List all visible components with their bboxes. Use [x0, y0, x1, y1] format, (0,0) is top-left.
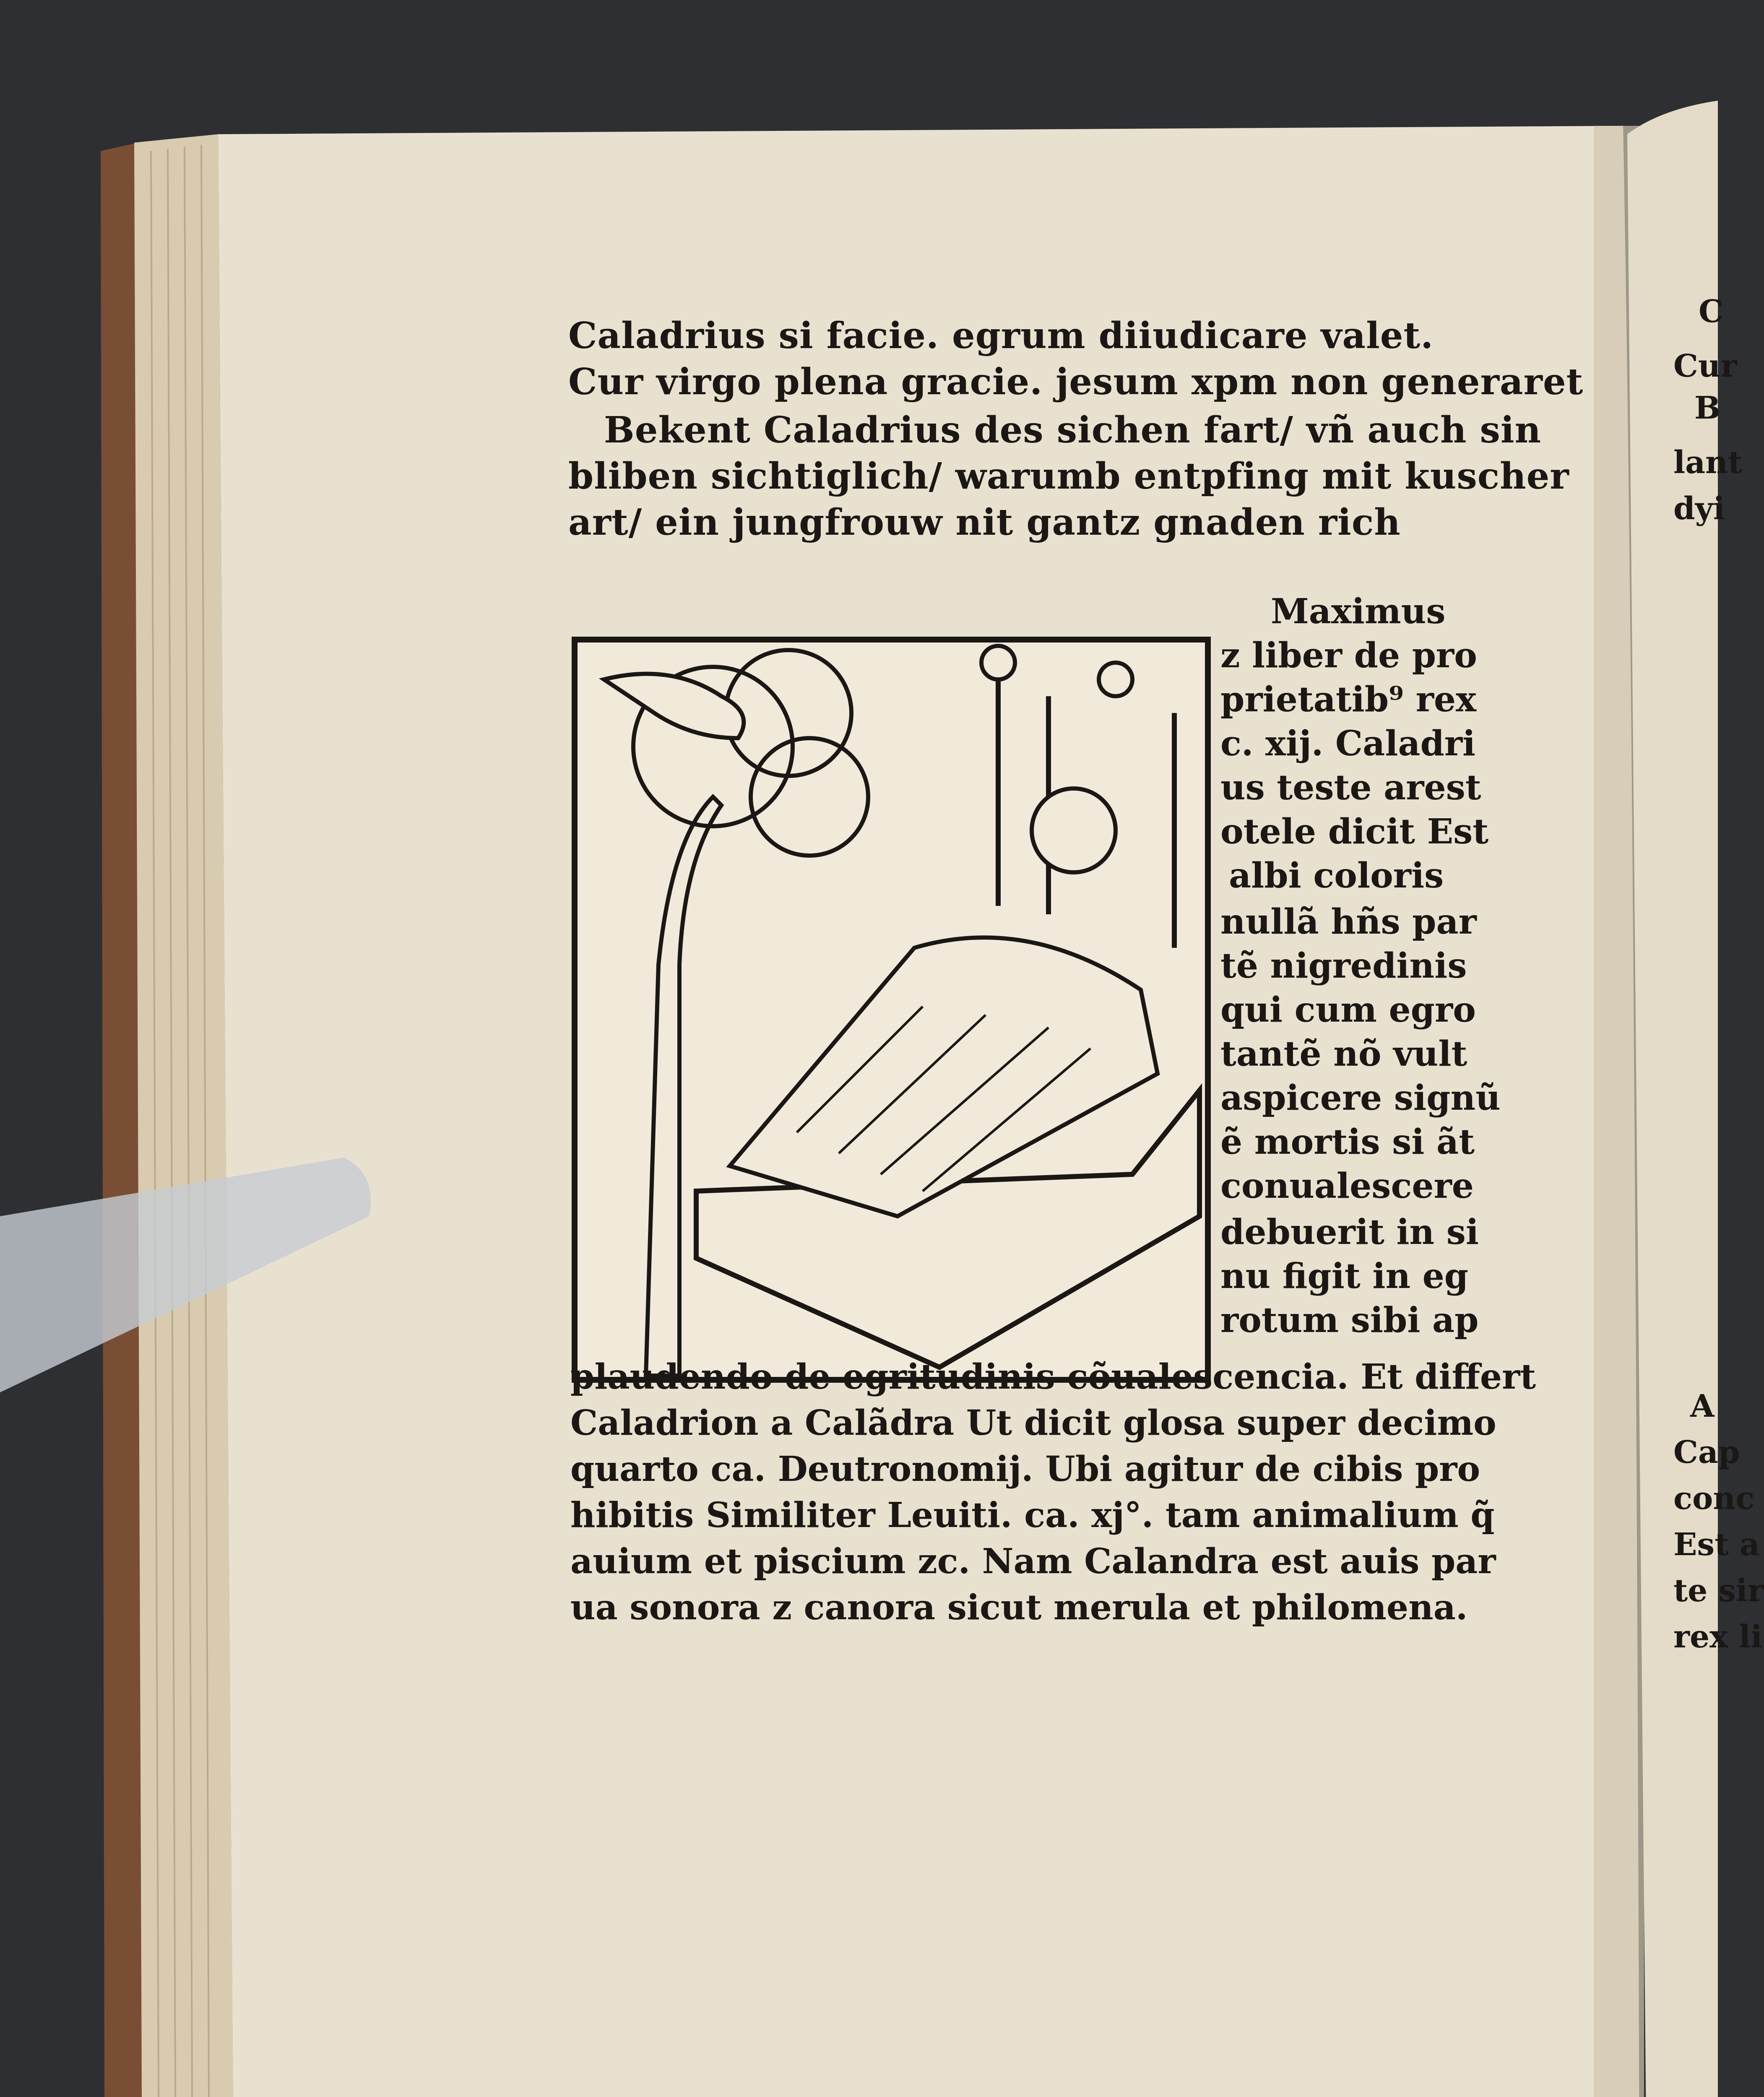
side-line: ẽ mortis si ãt: [1220, 1122, 1475, 1162]
page-block-left: [134, 134, 235, 2097]
sick-person-head: [1032, 788, 1116, 872]
next-page-fragment: lant: [1673, 445, 1743, 481]
side-line: rotum sibi ap: [1220, 1300, 1479, 1340]
side-line: otele dicit Est: [1220, 812, 1489, 852]
side-line: z liber de pro: [1220, 635, 1477, 676]
side-line: tẽ nigredinis: [1220, 946, 1467, 986]
body-line: hibitis Similiter Leuiti. ca. xj°. tam animalium q̃: [570, 1495, 1495, 1535]
header-line: Cur virgo plena gracie. jesum xpm non generaret: [568, 361, 1584, 403]
side-line: conualescere: [1220, 1166, 1474, 1206]
side-line: Maximus: [1271, 591, 1446, 632]
side-line: c. xij. Caladri: [1220, 723, 1476, 764]
next-page-fragment: A: [1690, 1388, 1715, 1424]
header-line: art/ ein jungfrouw nit gantz gnaden rich: [568, 501, 1401, 544]
next-page-fragment: Cur: [1673, 348, 1737, 384]
body-line: Caladrion a Calãdra Ut dicit glosa super decimo: [570, 1403, 1496, 1443]
next-page-fragment: rex li: [1673, 1619, 1763, 1655]
side-line: tantẽ nõ vult: [1220, 1034, 1467, 1074]
side-line: albi coloris: [1229, 856, 1444, 896]
body-line: ua sonora z canora sicut merula et philomena.: [570, 1587, 1468, 1628]
next-page-fragment: B: [1694, 390, 1721, 426]
body-line: quarto ca. Deutronomij. Ubi agitur de cibis pro: [570, 1449, 1480, 1489]
side-line: nu figit in eg: [1220, 1256, 1469, 1296]
next-page-fragment: C: [1699, 294, 1723, 330]
woodcut-illustration: [575, 640, 1208, 1380]
side-line: debuerit in si: [1220, 1212, 1479, 1252]
side-line: nullã hñs par: [1220, 902, 1477, 942]
next-page-fragment: Cap: [1673, 1434, 1740, 1470]
side-line: qui cum egro: [1220, 990, 1476, 1030]
header-line: Bekent Caladrius des sichen fart/ vñ auch sin: [604, 409, 1542, 451]
header-line: Caladrius si facie. egrum diiudicare valet.: [568, 315, 1434, 357]
body-line: plaudendo de egritudinis cõualescencia. Et differt: [570, 1357, 1536, 1397]
side-line: aspicere signũ: [1220, 1078, 1501, 1118]
header-line: bliben sichtiglich/ warumb entpfing mit kuscher: [568, 455, 1569, 497]
next-page-fragment: te sir: [1673, 1573, 1764, 1609]
next-page-fragment: conc: [1673, 1480, 1755, 1517]
body-line: auium et piscium zc. Nam Calandra est auis par: [570, 1541, 1496, 1582]
next-page-fragment: dyi: [1673, 491, 1725, 527]
side-line: us teste arest: [1220, 768, 1481, 808]
side-line: prietatib⁹ rex: [1220, 679, 1476, 720]
next-page-fragment: Est a: [1673, 1527, 1760, 1563]
